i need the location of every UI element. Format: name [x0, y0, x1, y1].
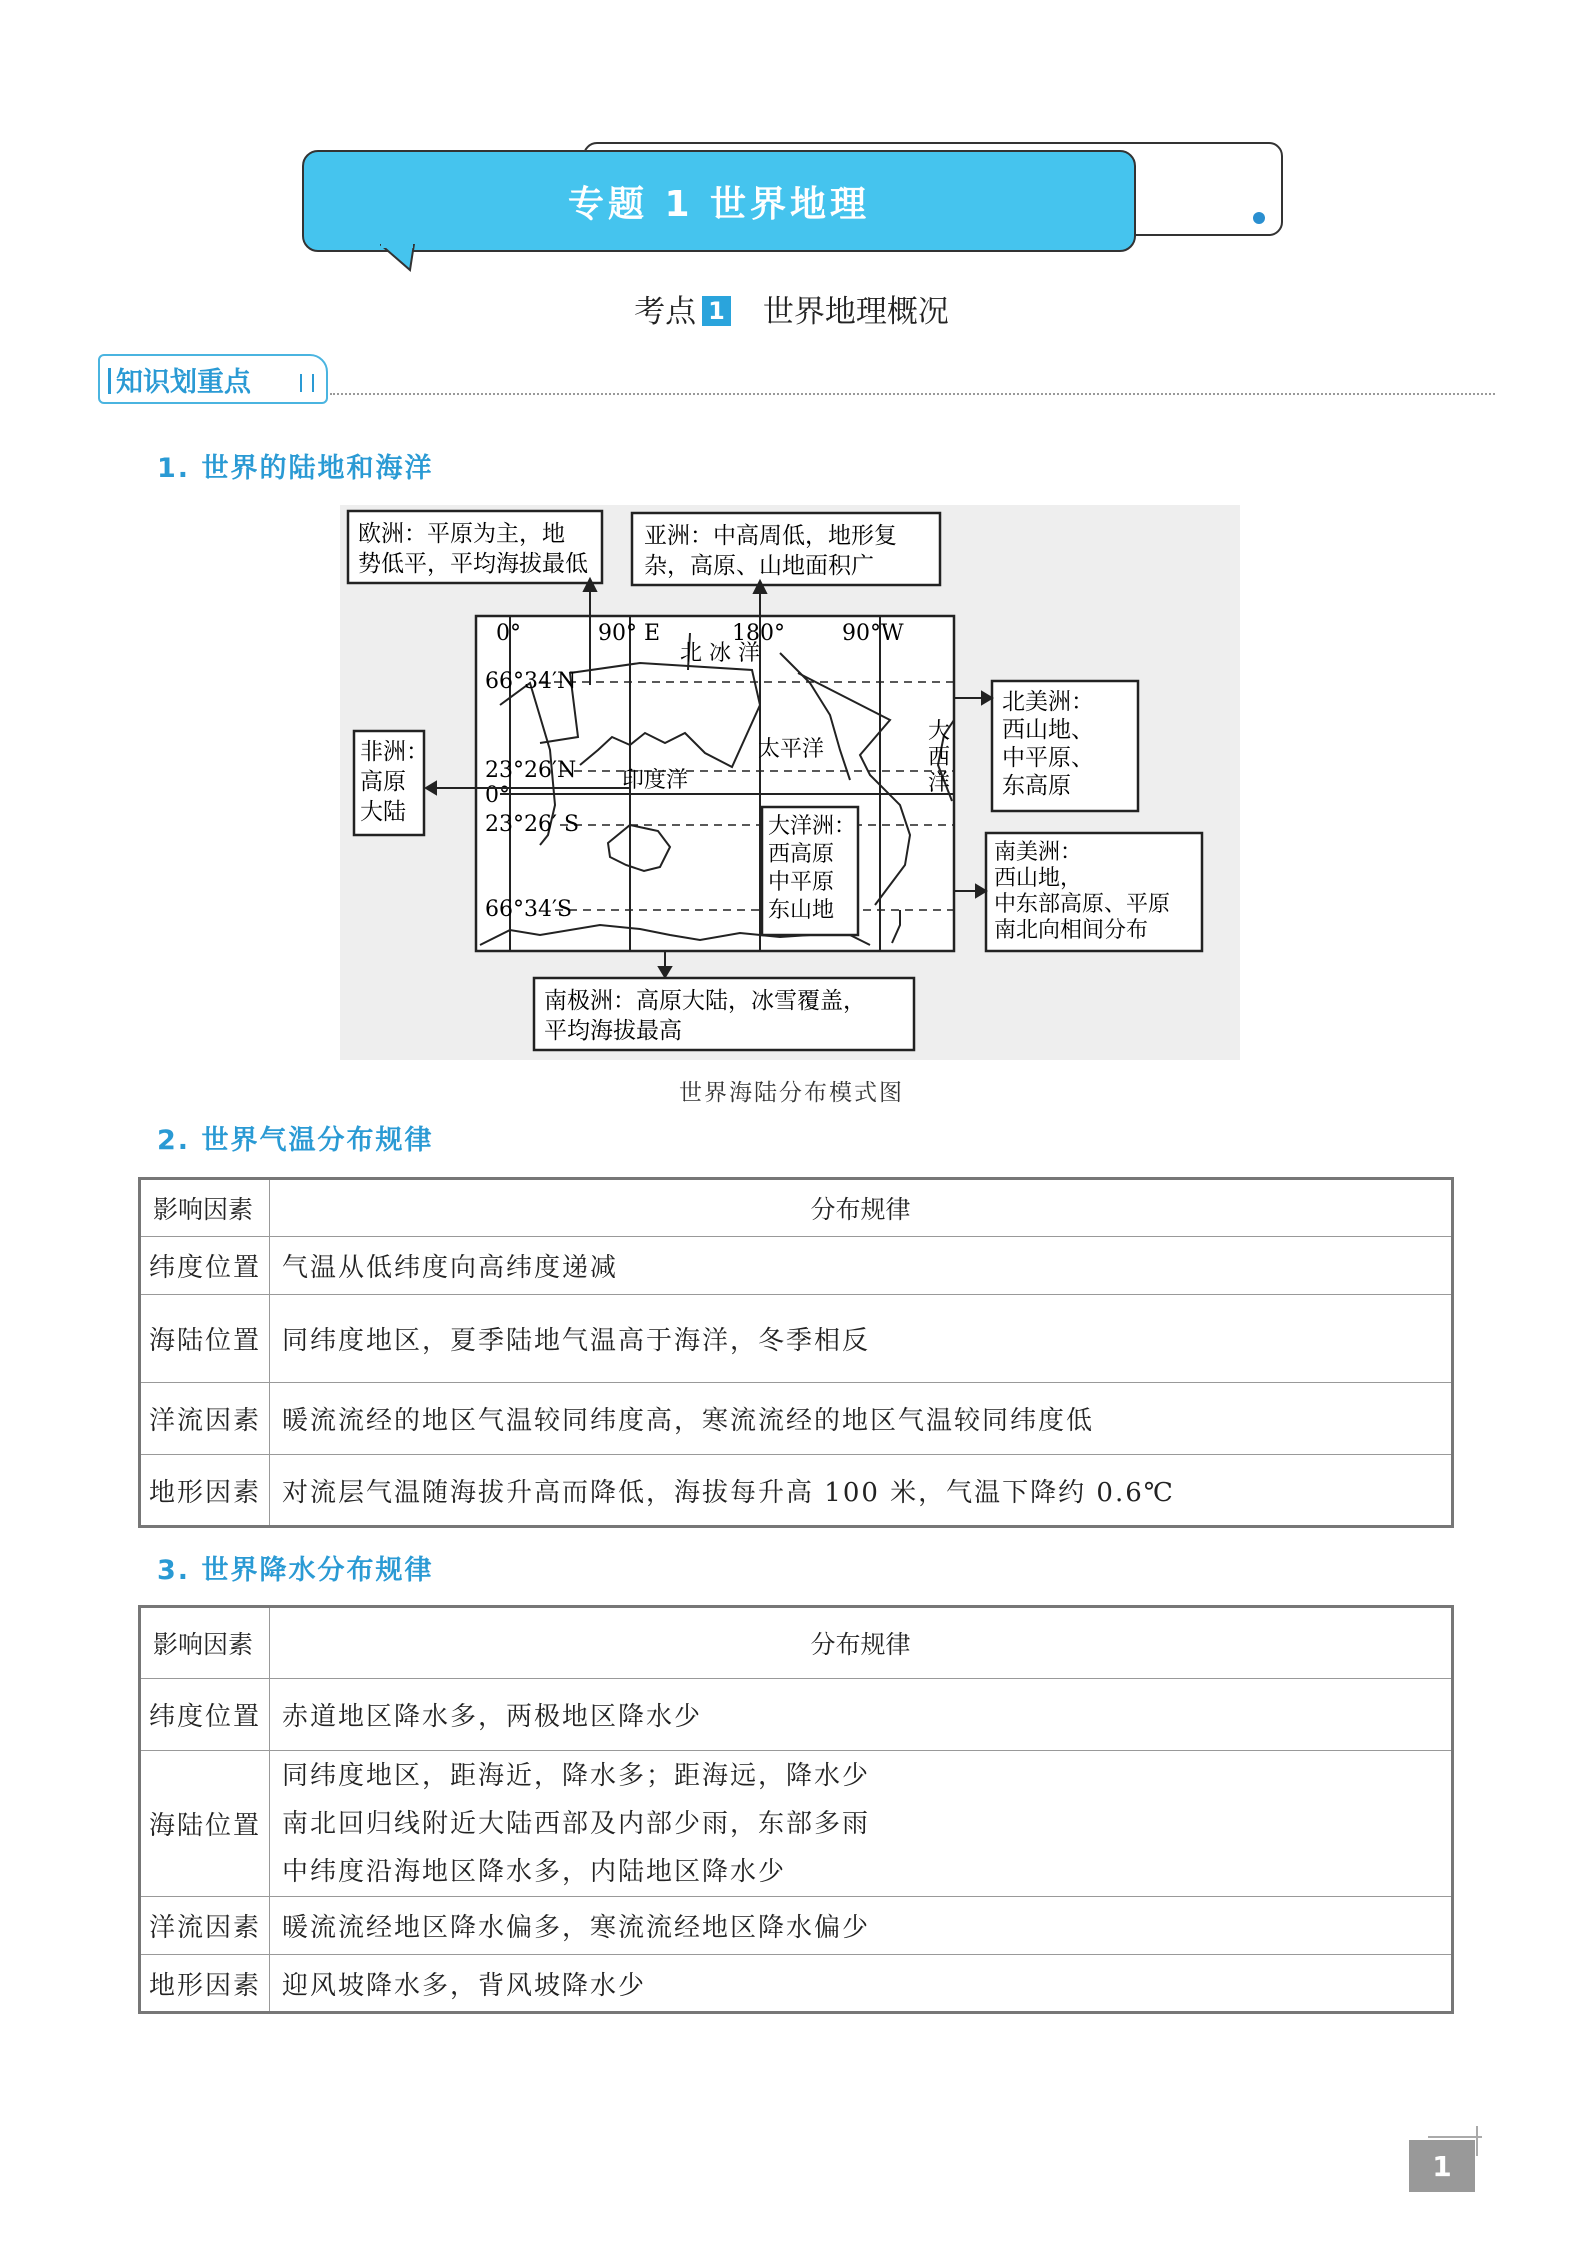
factor-cell: 地形因素 [140, 1455, 270, 1527]
ocean-atlantic-3: 洋 [928, 771, 951, 796]
oc-line-3: 中平原 [768, 870, 835, 895]
rule-cell: 暖流流经的地区气温较同纬度高，寒流流经的地区气温较同纬度低 [270, 1383, 1453, 1455]
na-line-4: 东高原 [1002, 773, 1071, 799]
an-line-1: 南极洲：高原大陆，冰雪覆盖， [544, 988, 866, 1014]
lat-label-6634s: 66°34′S [485, 897, 573, 922]
europe-line-1: 欧洲：平原为主，地 [358, 521, 565, 547]
oc-line-1: 大洋洲： [768, 814, 857, 839]
factor-cell: 纬度位置 [140, 1237, 270, 1295]
kaodian-heading [0, 286, 1583, 331]
table-row [140, 1679, 1453, 1751]
sa-line-2: 西山地， [994, 866, 1083, 891]
tag-label: 知识划重点 [116, 366, 251, 398]
lat-label-2326s: 23°26′ S [485, 812, 580, 837]
africa-line-3: 大陆 [360, 799, 406, 825]
kaodian-number: 1 [702, 296, 731, 326]
sa-line-4: 南北向相间分布 [994, 918, 1149, 943]
lat-label-0: 0° [485, 783, 510, 808]
ocean-pacific: 太平洋 [758, 737, 825, 762]
rule-cell: 对流层气温随海拔升高而降低，海拔每升高 100 米，气温下降约 0.6℃ [270, 1455, 1453, 1527]
an-line-2: 平均海拔最高 [544, 1018, 682, 1044]
rule-cell: 气温从低纬度向高纬度递减 [270, 1237, 1453, 1295]
diagram-caption: 世界海陆分布模式图 [679, 1080, 904, 1106]
africa-line-2: 高原 [360, 769, 406, 795]
rule-line: 南北回归线附近大陆西部及内部少雨，东部多雨 [282, 1808, 871, 1839]
rule-cell: 暖流流经地区降水偏多，寒流流经地区降水偏少 [270, 1897, 1453, 1955]
rule-cell: 迎风坡降水多，背风坡降水少 [270, 1955, 1453, 2013]
sa-line-1: 南美洲： [994, 840, 1083, 865]
table-row [140, 1897, 1453, 1955]
ocean-indian: 印度洋 [622, 768, 689, 793]
rule-line: 同纬度地区，距海近，降水多；距海远，降水少 [282, 1760, 871, 1791]
tag-bar [108, 368, 111, 394]
banner-dot [1253, 212, 1265, 224]
rule-cell: 同纬度地区，夏季陆地气温高于海洋，冬季相反 [270, 1295, 1453, 1383]
oc-line-4: 东山地 [768, 898, 835, 923]
table-row [140, 1383, 1453, 1455]
precipitation-table [138, 1605, 1454, 2014]
europe-line-2: 势低平，平均海拔最低 [358, 551, 588, 577]
sa-line-3: 中东部高原、平原 [994, 892, 1171, 917]
lat-label-2326n: 23°26′N [485, 758, 577, 783]
lat-label-6634n: 66°34′N [485, 669, 577, 694]
lon-label-90w: 90°W [842, 621, 904, 646]
page-number-decoration [1428, 2136, 1482, 2138]
na-line-3: 中平原、 [1002, 745, 1094, 771]
tag-ticks-icon [300, 374, 314, 392]
table-row [140, 1237, 1453, 1295]
africa-line-1: 非洲： [360, 739, 429, 765]
factor-cell: 洋流因素 [140, 1897, 270, 1955]
na-line-1: 北美洲： [1002, 689, 1094, 715]
section-title-precipitation: 3. 世界降水分布规律 [157, 1555, 434, 1586]
header-rule: 分布规律 [270, 1607, 1453, 1679]
asia-line-1: 亚洲：中高周低，地形复 [644, 523, 897, 549]
table-row [140, 1295, 1453, 1383]
ocean-atlantic-2: 西 [928, 745, 951, 770]
ocean-arctic: 北 冰 洋 [680, 641, 760, 666]
lon-label-180: 180° [732, 621, 785, 646]
section-title-temperature: 2. 世界气温分布规律 [157, 1125, 434, 1156]
header-factor: 影响因素 [140, 1179, 270, 1237]
section-title-land-ocean: 1. 世界的陆地和海洋 [157, 453, 434, 484]
rule-line: 中纬度沿海地区降水多，内陆地区降水少 [282, 1856, 787, 1887]
factor-cell: 纬度位置 [140, 1679, 270, 1751]
table-header-row [140, 1179, 1453, 1237]
page-number-decoration-vertical [1476, 2126, 1478, 2156]
factor-cell: 地形因素 [140, 1955, 270, 2013]
table-row [140, 1455, 1453, 1527]
topic-title: 专题 1 世界地理 [567, 183, 871, 225]
na-line-2: 西山地、 [1002, 717, 1094, 743]
temperature-table [138, 1177, 1454, 1528]
table-row [140, 1751, 1453, 1897]
rule-cell [270, 1751, 1453, 1897]
factor-cell: 海陆位置 [140, 1751, 270, 1897]
topic-banner [302, 150, 1136, 252]
table-header-row [140, 1607, 1453, 1679]
lon-label-90e: 90° E [598, 621, 661, 646]
header-rule: 分布规律 [270, 1179, 1453, 1237]
world-land-ocean-diagram [340, 505, 1240, 1060]
asia-line-2: 杂，高原、山地面积广 [644, 553, 874, 579]
rule-cell: 赤道地区降水多，两极地区降水少 [270, 1679, 1453, 1751]
page-number: 1 [1409, 2140, 1475, 2192]
lon-label-0: 0° [496, 621, 521, 646]
table-row [140, 1955, 1453, 2013]
knowledge-tag [98, 354, 328, 404]
kaodian-prefix: 考点 [634, 294, 697, 330]
oc-line-2: 西高原 [768, 842, 835, 867]
ocean-atlantic-1: 大 [928, 719, 951, 744]
factor-cell: 海陆位置 [140, 1295, 270, 1383]
dotted-divider [330, 393, 1495, 395]
kaodian-title: 世界地理概况 [762, 294, 949, 330]
header-factor: 影响因素 [140, 1607, 270, 1679]
factor-cell: 洋流因素 [140, 1383, 270, 1455]
banner-tail [380, 244, 420, 274]
